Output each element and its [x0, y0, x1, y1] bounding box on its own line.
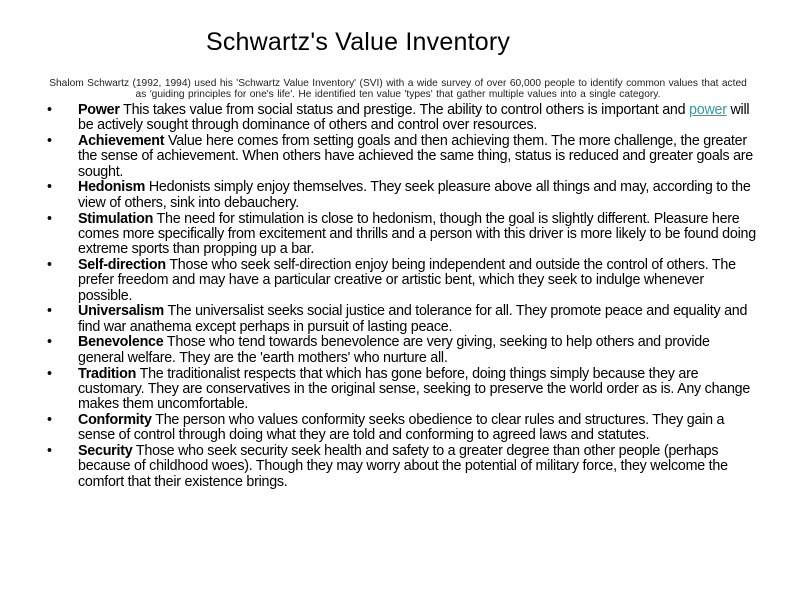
- value-text: The person who values conformity seeks obedience to clear rules and structures. They gain a sense of control through doing what they are told and conforming to agreed laws and statutes.: [78, 411, 725, 444]
- value-item-stimulation: [0, 212, 800, 258]
- bullet: •: [47, 210, 52, 227]
- power-link[interactable]: power: [689, 102, 727, 118]
- value-item-achievement: [0, 134, 800, 180]
- value-term: Stimulation: [78, 210, 154, 227]
- value-text: Those who seek self-direction enjoy being independent and outside the control of others. The prefer freedom and may have a particular creative or artistic bent, which they seek to indulge whenever possible.: [78, 256, 736, 304]
- value-text: Those who seek security seek health and safety to a greater degree than other people (perhaps because of childhood woes). Though they may worry about the potential of military force, they welcome the comfort that their existence brings.: [78, 443, 728, 490]
- value-item-universalism: [0, 304, 800, 335]
- bullet: •: [47, 133, 52, 150]
- value-item-security: [0, 444, 800, 490]
- value-item-conformity: [0, 413, 800, 444]
- bullet: •: [47, 102, 52, 118]
- value-text: Value here comes from setting goals and then achieving them. The more challenge, the greater the sense of achievement. When others have achieved the same thing, status is reduced and greater goals are sought.: [78, 133, 754, 180]
- value-text: The traditionalist respects that which has gone before, doing things simply because they are customary. They are conservatives in the original sense, seeking to preserve the world order as is. Any change makes them uncomfortable.: [78, 365, 751, 413]
- value-text: Those who tend towards benevolence are very giving, seeking to help others and provide general welfare. They are the 'earth mothers' who nurture all.: [78, 334, 710, 366]
- bullet: •: [47, 365, 52, 382]
- value-term: Benevolence: [78, 334, 164, 351]
- value-text: The need for stimulation is close to hedonism, though the goal is slightly different. Pleasure here comes more specifically from excitement and thrills and a person with this driver is more likely to be found doing extreme sports than propping up a bar.: [78, 210, 756, 258]
- bullet: •: [47, 256, 52, 273]
- value-item-tradition: [0, 367, 800, 413]
- value-term: Security: [78, 443, 133, 460]
- value-item-benevolence: [0, 335, 800, 366]
- value-item-self-direction: [0, 258, 800, 304]
- value-term: Achievement: [78, 133, 165, 150]
- value-list: [0, 103, 800, 490]
- value-term: Hedonism: [78, 179, 146, 196]
- value-text: Hedonists simply enjoy themselves. They seek pleasure above all things and may, according to the view of others, sink into debauchery.: [78, 179, 751, 211]
- bullet: •: [47, 411, 52, 428]
- value-text: This takes value from social status and prestige. The ability to control others is important and: [119, 102, 690, 118]
- value-term: Conformity: [78, 411, 152, 428]
- bullet: •: [47, 334, 52, 351]
- value-term: Self-direction: [78, 256, 166, 273]
- bullet: •: [47, 303, 52, 320]
- value-term: Power: [78, 102, 120, 118]
- slide-title: Schwartz's Value Inventory: [205, 28, 511, 56]
- intro-paragraph: Shalom Schwartz (1992, 1994) used his 'Schwartz Value Inventory' (SVI) with a wide survey of over 60,000 people to identify common values that acted as 'guiding principles for one's life'. He identified ten value 'types' that gather multiple values into a single category.: [49, 78, 747, 100]
- value-term: Universalism: [78, 303, 165, 320]
- value-item-hedonism: [0, 180, 800, 211]
- bullet: •: [47, 443, 52, 460]
- bullet: •: [47, 179, 52, 196]
- value-text: will be actively sought through dominance of others and control over resources.: [78, 102, 750, 134]
- value-item-power: [0, 103, 800, 134]
- value-text: The universalist seeks social justice and tolerance for all. They promote peace and equality and find war anathema except perhaps in pursuit of lasting peace.: [78, 303, 748, 335]
- value-term: Tradition: [78, 365, 137, 382]
